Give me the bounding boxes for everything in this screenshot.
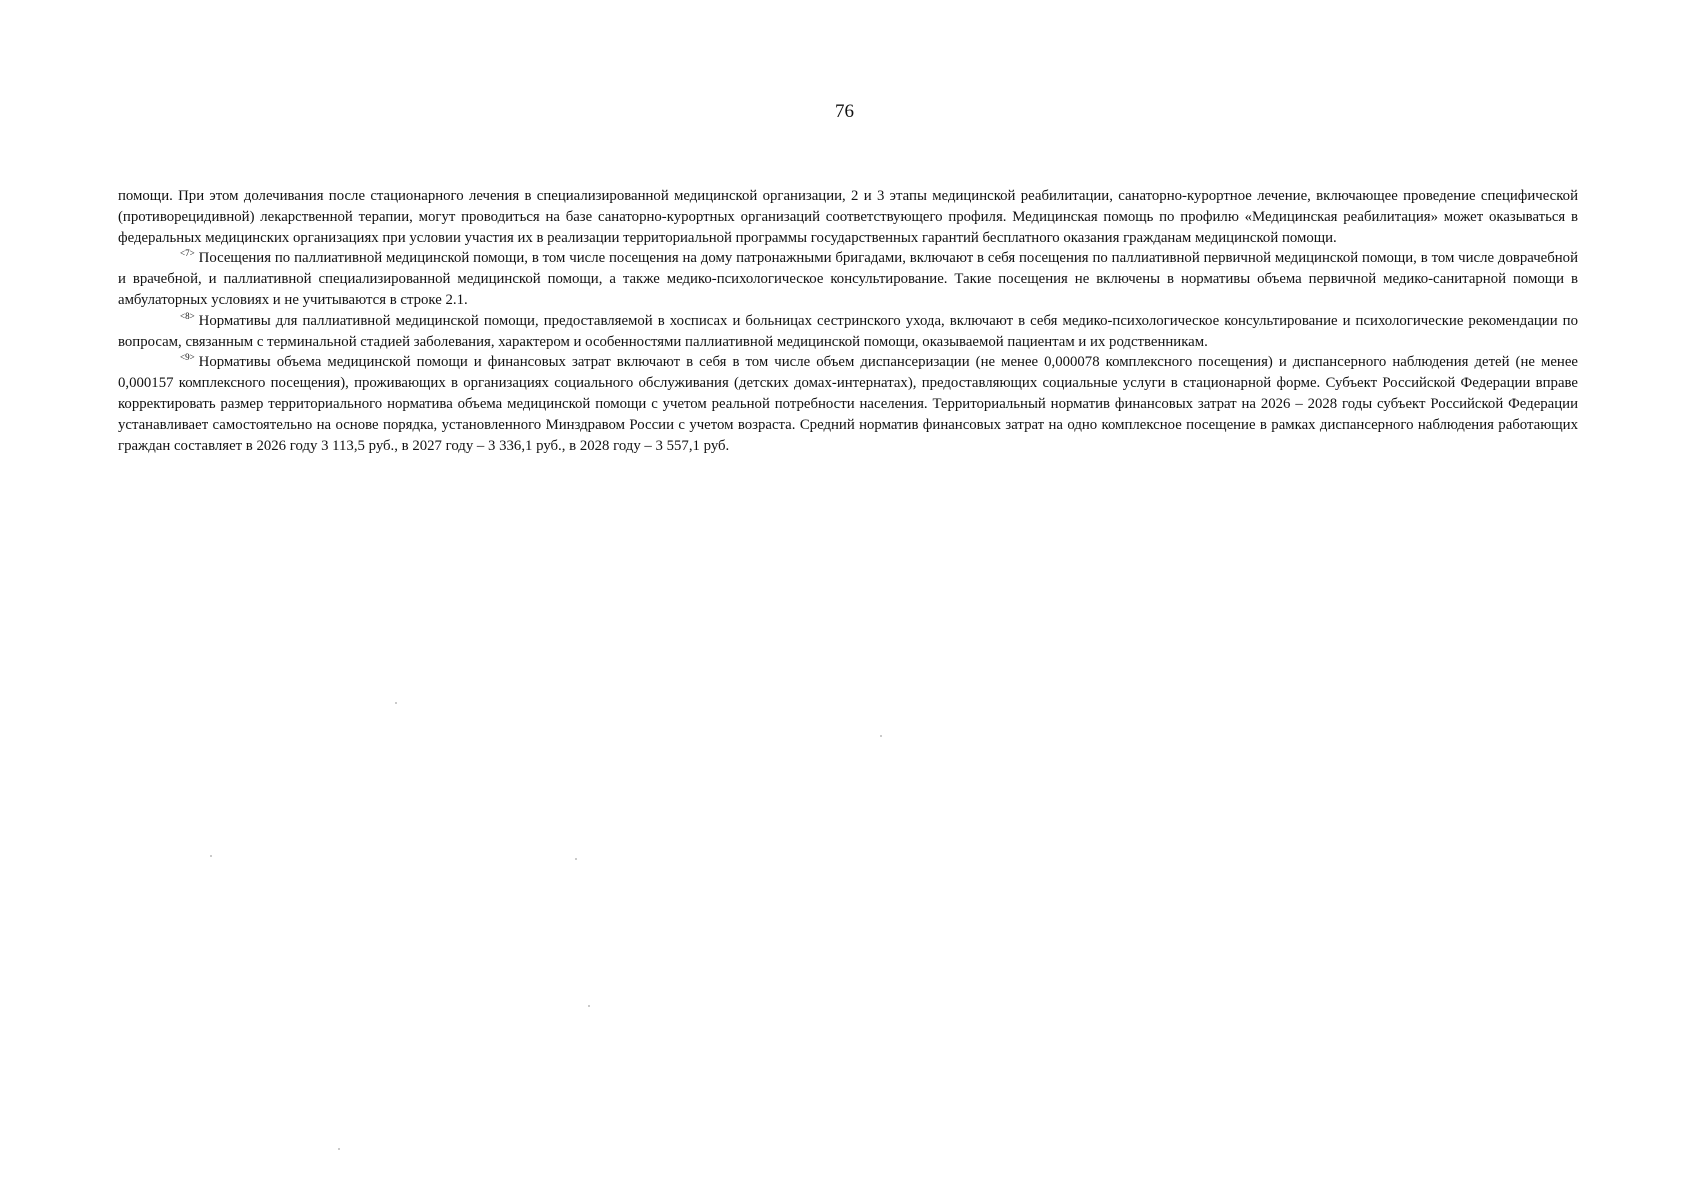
scan-speck bbox=[588, 1005, 590, 1007]
document-body bbox=[118, 186, 1578, 456]
footnote-marker: <9> bbox=[180, 352, 195, 363]
paragraph-continuation bbox=[118, 186, 1578, 248]
scan-speck bbox=[210, 855, 212, 857]
scan-speck bbox=[395, 702, 397, 704]
footnote-7 bbox=[118, 248, 1578, 310]
footnote-marker: <7> bbox=[180, 248, 195, 259]
scan-speck bbox=[338, 1148, 340, 1150]
footnote-marker: <8> bbox=[180, 310, 195, 321]
footnote-text: Посещения по паллиативной медицинской помощи, в том числе посещения на дому патронажными бригадами, включают в себя посещения по паллиативной первичной медицинской помощи, в том числе доврачебной и врачебной, и паллиативной специализированной медицинской помощи, а также медико-психологическое консультирование. Такие посещения не включены в нормативы объема первичной медико-санитарной помощи в амбулаторных условиях и не учитываются в строке 2.1. bbox=[118, 250, 1578, 308]
page-number: 76 bbox=[835, 101, 854, 122]
footnote-text: Нормативы для паллиативной медицинской помощи, предоставляемой в хосписах и больницах сестринского ухода, включают в себя медико-психологическое консультирование и психологические рекомендации по вопросам, связанным с терминальной стадией заболевания, характером и особенностями паллиативной медицинской помощи, оказываемой пациентам и их родственникам. bbox=[118, 312, 1578, 350]
footnote-9 bbox=[118, 352, 1578, 456]
scan-speck bbox=[575, 858, 577, 860]
footnote-text: Нормативы объема медицинской помощи и финансовых затрат включают в себя в том числе объем диспансеризации (не менее 0,000078 комплексного посещения) и диспансерного наблюдения детей (не менее 0,000157 комплексного посещения), проживающих в организациях социального обслуживания (детских домах-интернатах), предоставляющих социальные услуги в стационарной форме. Субъект Российской Федерации вправе корректировать размер территориального норматива объема медицинской помощи с учетом реальной потребности населения. Территориальный норматив финансовых затрат на 2026 – 2028 годы субъект Российской Федерации устанавливает самостоятельно на основе порядка, установленного Минздравом России с учетом возраста. Средний норматив финансовых затрат на одно комплексное посещение в рамках диспансерного наблюдения работающих граждан составляет в 2026 году 3 113,5 руб., в 2027 году – 3 336,1 руб., в 2028 году – 3 557,1 руб. bbox=[118, 354, 1578, 454]
scan-speck bbox=[880, 735, 882, 737]
footnote-8 bbox=[118, 311, 1578, 353]
paragraph-text: помощи. При этом долечивания после стационарного лечения в специализированной медицинской организации, 2 и 3 этапы медицинской реабилитации, санаторно-курортное лечение, включающее проведение специфической (противорецидивной) лекарственной терапии, могут проводиться на базе санаторно-курортных организаций соответствующего профиля. Медицинская помощь по профилю «Медицинская реабилитация» может оказываться в федеральных медицинских организациях при условии участия их в реализации территориальной программы государственных гарантий бесплатного оказания гражданам медицинской помощи. bbox=[118, 188, 1578, 246]
